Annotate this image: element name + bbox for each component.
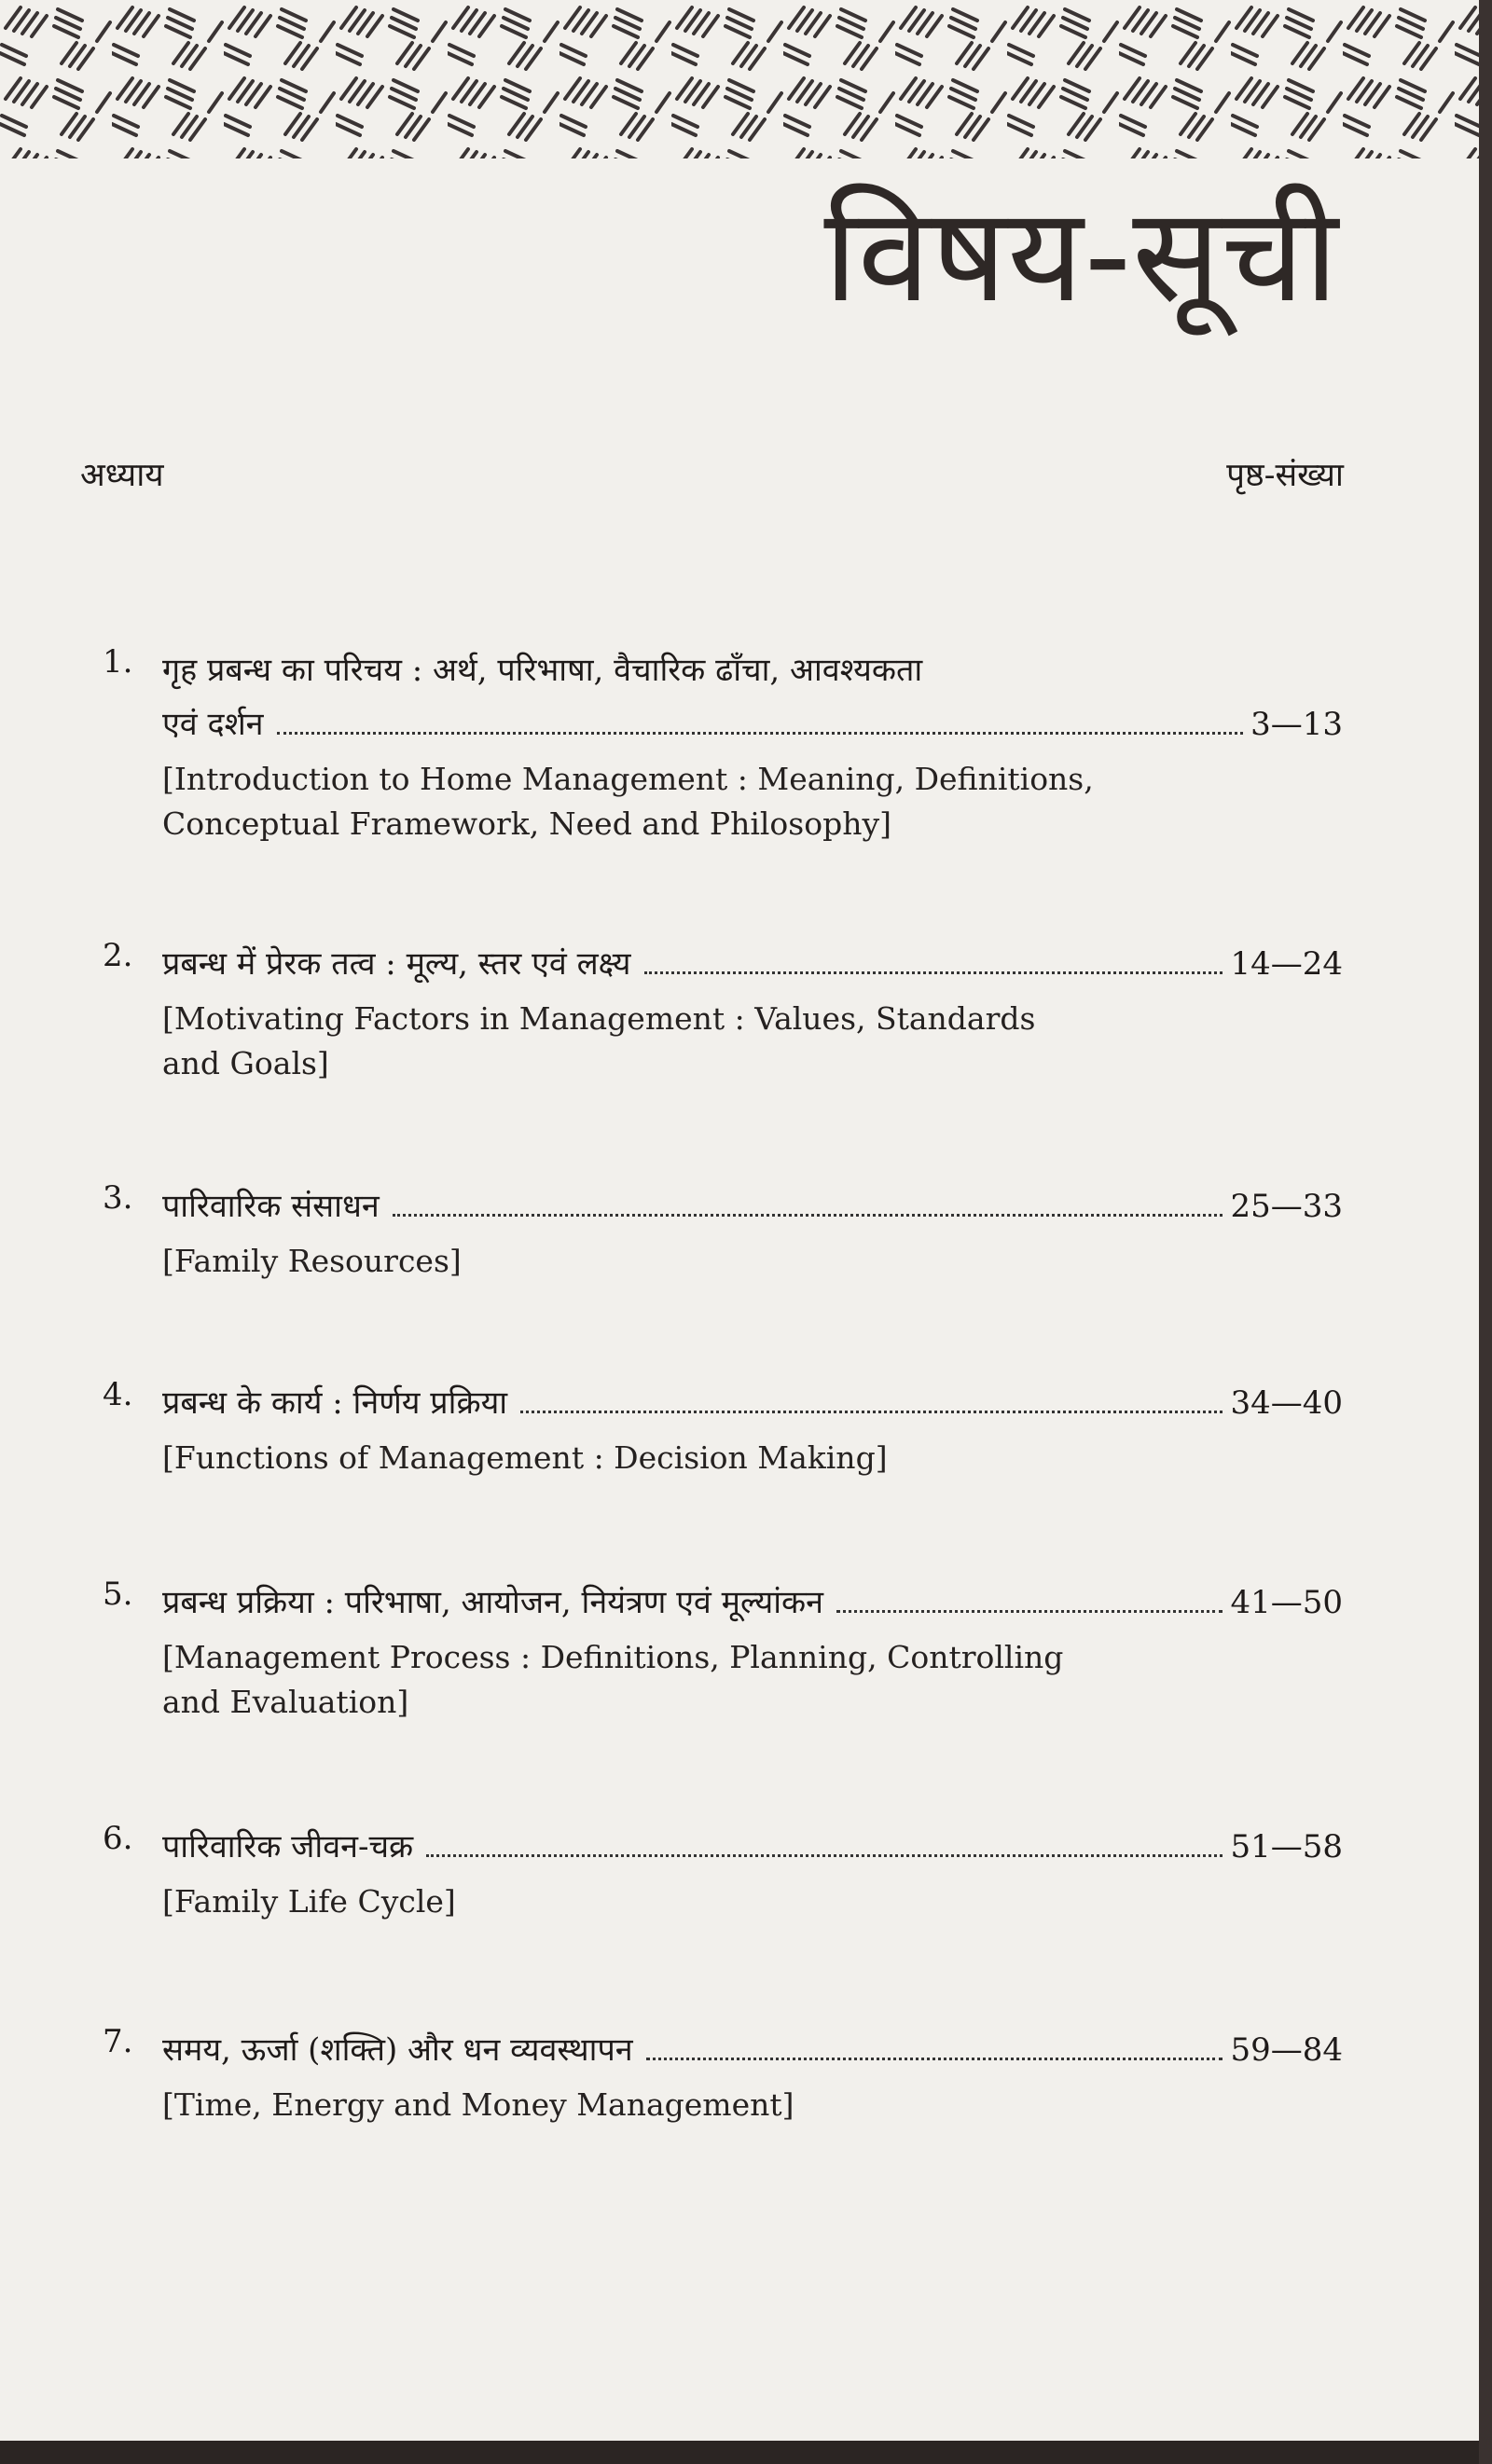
toc-entry bbox=[103, 2023, 1343, 2127]
dot-leader bbox=[520, 1411, 1223, 1413]
column-heading-page-number: पृष्ठ-संख्या bbox=[1226, 457, 1344, 494]
toc-entry bbox=[103, 643, 1343, 847]
entry-pages: 34—40 bbox=[1230, 1384, 1343, 1422]
entry-english-title: [Family Resources] bbox=[162, 1243, 462, 1279]
entry-english-title: [Motivating Factors in Management : Values, Standards and Goals] bbox=[162, 1000, 1036, 1081]
entry-title-line: प्रबन्ध में प्रेरक तत्व : मूल्य, स्तर एवं लक्ष्य 14—24 bbox=[162, 937, 1343, 991]
entry-pages: 41—50 bbox=[1230, 1584, 1343, 1621]
toc-entry bbox=[103, 1179, 1343, 1284]
entry-pages: 51—58 bbox=[1230, 1828, 1343, 1865]
entry-title-line: पारिवारिक संसाधन 25—33 bbox=[162, 1179, 1343, 1233]
toc-entry bbox=[103, 937, 1343, 1086]
entry-title-line: समय, ऊर्जा (शक्ति) और धन व्यवस्थापन 59—84 bbox=[162, 2023, 1343, 2077]
entry-title-line: प्रबन्ध के कार्य : निर्णय प्रक्रिया 34—40 bbox=[162, 1376, 1343, 1430]
toc-entry bbox=[103, 1376, 1343, 1480]
dot-leader bbox=[646, 2058, 1223, 2060]
page-edge-shadow bbox=[1479, 0, 1492, 2464]
entry-title-line: पारिवारिक जीवन-चक्र 51—58 bbox=[162, 1820, 1343, 1874]
entry-pages: 14—24 bbox=[1230, 945, 1343, 983]
column-heading-chapter: अध्याय bbox=[80, 457, 164, 494]
entry-number: 3. bbox=[103, 1179, 133, 1217]
toc-entry bbox=[103, 1576, 1343, 1725]
toc-entry bbox=[103, 1820, 1343, 1924]
entry-number: 2. bbox=[103, 937, 133, 974]
entry-number: 1. bbox=[103, 643, 133, 681]
entry-pages: 59—84 bbox=[1230, 2031, 1343, 2069]
entry-number: 7. bbox=[103, 2023, 133, 2060]
entry-english-title: [Management Process : Definitions, Planning, Controlling and Evaluation] bbox=[162, 1639, 1064, 1720]
dot-leader bbox=[393, 1214, 1223, 1217]
dot-leader bbox=[426, 1854, 1223, 1857]
entry-number: 5. bbox=[103, 1576, 133, 1613]
dot-leader bbox=[644, 971, 1223, 974]
entry-pages: 3—13 bbox=[1250, 706, 1343, 743]
dot-leader bbox=[277, 732, 1244, 735]
entry-hindi-title: गृह प्रबन्ध का परिचय : अर्थ, परिभाषा, वैचारिक ढाँचा, आवश्यकता bbox=[162, 652, 923, 689]
entry-title-line: प्रबन्ध प्रक्रिया : परिभाषा, आयोजन, नियंत्रण एवं मूल्यांकन 41—50 bbox=[162, 1576, 1343, 1630]
entry-title-line: एवं दर्शन 3—13 bbox=[162, 697, 1343, 751]
entry-english-title: [Functions of Management : Decision Making] bbox=[162, 1439, 888, 1476]
entry-number: 6. bbox=[103, 1820, 133, 1857]
entry-english-title: [Family Life Cycle] bbox=[162, 1883, 456, 1920]
entry-english-title: [Introduction to Home Management : Meaning, Definitions, Conceptual Framework, Need and Philosophy] bbox=[162, 761, 1094, 842]
entry-english-title: [Time, Energy and Money Management] bbox=[162, 2086, 794, 2123]
entry-number: 4. bbox=[103, 1376, 133, 1413]
decorative-hatch-band bbox=[0, 0, 1479, 158]
page-title: विषय-सूची bbox=[823, 180, 1339, 332]
dot-leader bbox=[836, 1610, 1223, 1613]
entry-pages: 25—33 bbox=[1230, 1188, 1343, 1225]
